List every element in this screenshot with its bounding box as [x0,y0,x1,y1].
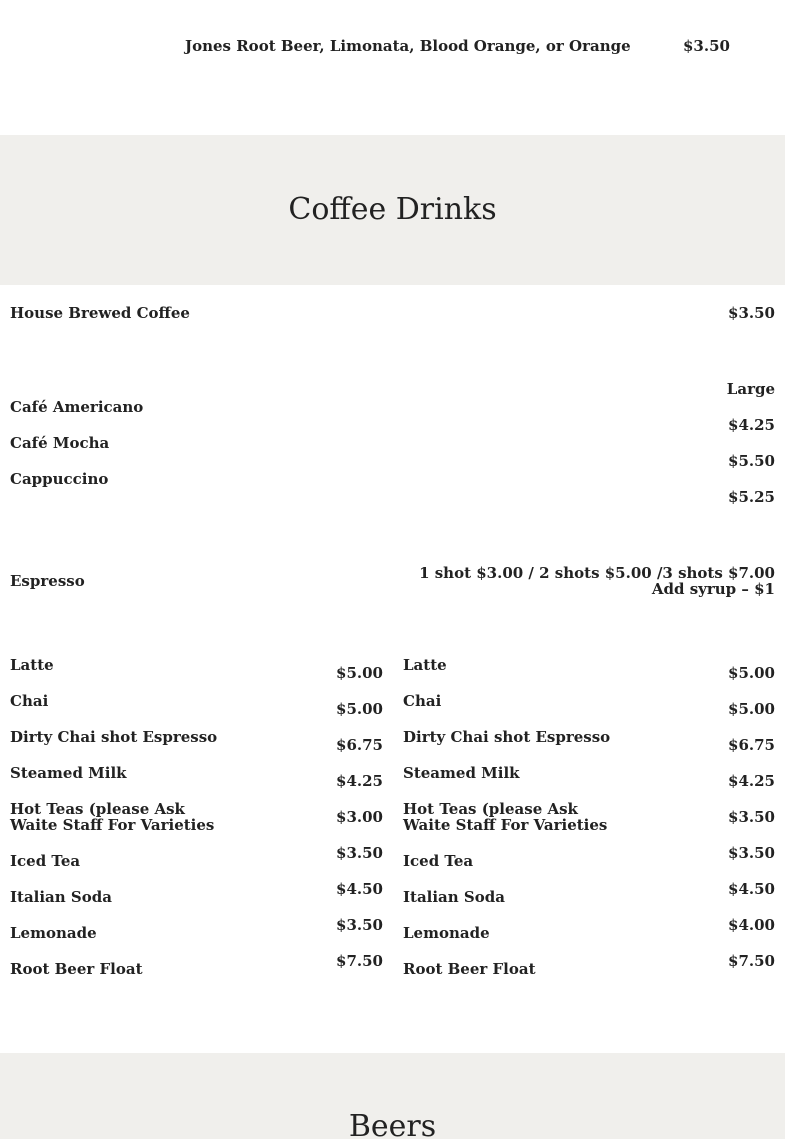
menu-item-name: Chai [10,692,49,710]
section-title: Coffee Drinks [288,192,497,227]
section-header-band [0,1053,785,1139]
menu-item-price: $4.50 [336,880,383,898]
menu-item-name: Latte [10,656,54,674]
menu-item-name: Café Americano [10,398,144,416]
menu-item-price: $4.00 [728,916,775,934]
menu-item-name: Waite Staff For Varieties [10,816,215,834]
menu-item-price: $4.25 [728,772,775,790]
menu-item-name: Hot Teas (please Ask [10,800,185,818]
espresso-syrup-line: Add syrup – $1 [651,580,775,598]
menu-item-price: $5.00 [336,700,383,718]
menu-item-name: House Brewed Coffee [10,304,190,322]
menu-item-price: $3.00 [336,808,383,826]
menu-item-price: $4.25 [336,772,383,790]
menu-item-name: Latte [403,656,447,674]
menu-item-name: Jones Root Beer, Limonata, Blood Orange, or Orange [185,37,631,55]
section-header-band [0,135,785,285]
menu-item-price: $3.50 [728,808,775,826]
menu-item-name: Waite Staff For Varieties [403,816,608,834]
menu-item-price: $4.25 [728,416,775,434]
menu-item-price: $4.50 [728,880,775,898]
menu-item-name: Italian Soda [403,888,505,906]
menu-item-price: $5.00 [336,664,383,682]
menu-item-price: $7.50 [728,952,775,970]
section-title: Beers [348,1109,437,1139]
menu-item-price: $3.50 [728,304,775,322]
menu-item-name: Italian Soda [10,888,112,906]
size-label: Large [726,380,775,398]
menu-item-name: Root Beer Float [403,960,536,978]
menu-item-price: $7.50 [336,952,383,970]
menu-item-name: Steamed Milk [10,764,127,782]
menu-item-name: Root Beer Float [10,960,143,978]
menu-item-name: Dirty Chai shot Espresso [10,728,218,746]
menu-item-price: $5.25 [728,488,775,506]
menu-item-name: Lemonade [10,924,97,942]
menu-item-price: $5.00 [728,664,775,682]
menu-item-name: Hot Teas (please Ask [403,800,578,818]
menu-item-name: Café Mocha [10,434,110,452]
menu-item-name: Cappuccino [10,470,109,488]
menu-item-price: $3.50 [728,844,775,862]
menu-item-price: $6.75 [728,736,775,754]
espresso-price-line: 1 shot $3.00 / 2 shots $5.00 /3 shots $7.00 [419,564,775,582]
menu-item-price: $5.00 [728,700,775,718]
menu-item-name: Dirty Chai shot Espresso [403,728,611,746]
menu-item-price: $3.50 [336,916,383,934]
menu-item-name: Chai [403,692,442,710]
menu-item-price: $3.50 [683,37,730,55]
menu-item-name: Espresso [10,572,85,590]
menu-item-price: $6.75 [336,736,383,754]
menu-item-price: $3.50 [336,844,383,862]
menu-item-name: Lemonade [403,924,490,942]
menu-item-name: Iced Tea [403,852,474,870]
menu-item-name: Iced Tea [10,852,81,870]
menu-item-name: Steamed Milk [403,764,520,782]
menu-item-price: $5.50 [728,452,775,470]
